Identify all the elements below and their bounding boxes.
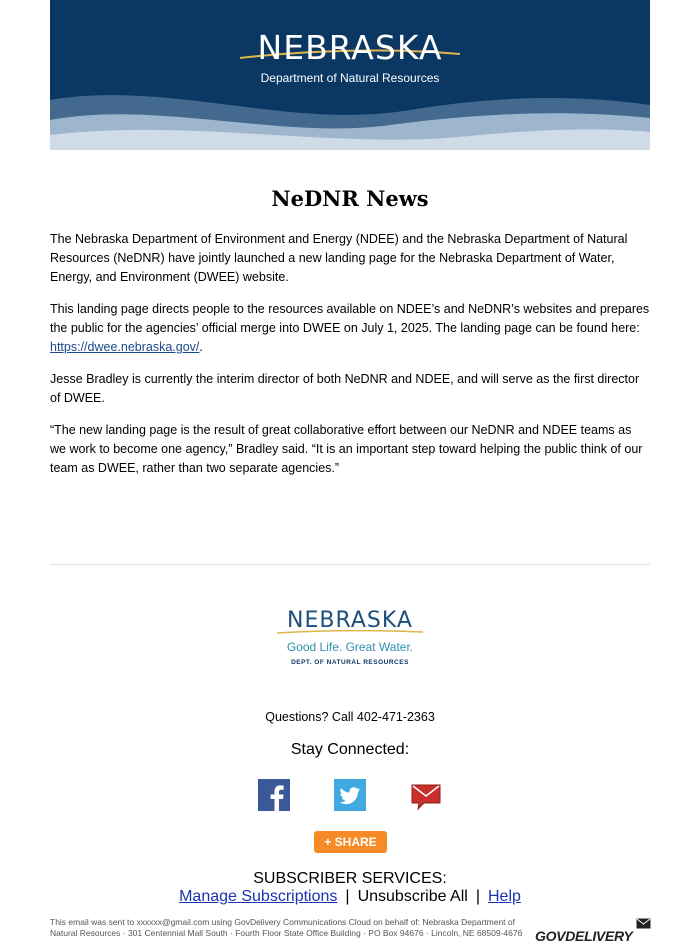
- divider: [50, 564, 650, 565]
- page-title: NeDNR News: [271, 186, 429, 211]
- subscriber-services-title: SUBSCRIBER SERVICES:: [253, 870, 447, 887]
- email-icon[interactable]: [410, 779, 442, 811]
- footer-logo-dept: DEPT. OF NATURAL RESOURCES: [291, 659, 409, 666]
- dwee-link[interactable]: https://dwee.nebraska.gov/: [50, 340, 200, 354]
- separator: |: [345, 888, 350, 905]
- header-subtitle: Department of Natural Resources: [260, 71, 440, 85]
- envelope-icon: [636, 918, 651, 929]
- manage-subscriptions-link[interactable]: Manage Subscriptions: [179, 888, 338, 905]
- twitter-icon[interactable]: [334, 779, 366, 811]
- header-title: NEBRASKA: [257, 28, 443, 67]
- subscriber-links: [0, 888, 700, 906]
- plus-icon: +: [324, 835, 332, 849]
- footer-logo-title: NEBRASKA: [287, 608, 413, 633]
- article-paragraph: The Nebraska Department of Environment and Energy (NDEE) and the Nebraska Department of Natural Resources (NeDNR) have jointly launched a new landing page for the Nebraska Department of Water, Energy, and Environment (DWEE) website.: [50, 232, 628, 284]
- paragraph-text: .: [199, 340, 203, 354]
- article-body: [50, 230, 650, 491]
- paragraph-text: This landing page directs people to the resources available on NDEE’s and NeDNR’s websites and prepares the public for the agencies’ official merge into DWEE on July 1, 2025. The landing page can be found here:: [50, 302, 650, 335]
- article-paragraph: Jesse Bradley is currently the interim director of both NeDNR and NDEE, and will serve as the first director of DWEE.: [50, 372, 640, 405]
- header-banner: [50, 0, 650, 150]
- questions-phone: Questions? Call 402-471-2363: [265, 710, 435, 724]
- footer-logo[interactable]: [260, 608, 440, 678]
- share-label: SHARE: [334, 835, 377, 849]
- legal-notice: This email was sent to xxxxxx@gmail.com using GovDelivery Communications Cloud on behalf of: Nebraska Department of Natural Resources · 301 Centennial Mall South · Fourth Floor State Office Building · PO Box 94676 · Lincoln, NE 68509-4676: [50, 917, 523, 938]
- help-link[interactable]: Help: [488, 888, 521, 905]
- article-paragraph: “The new landing page is the result of great collaborative effort between our NeDNR and NDEE teams as we work to become one agency,” Bradley said. “It is an important step toward helping the public think of our team as DWEE, rather than two separate agencies.”: [50, 423, 643, 475]
- article-paragraph: [50, 300, 650, 357]
- facebook-icon[interactable]: [258, 779, 290, 811]
- footer-logo-tagline: Good Life. Great Water.: [286, 640, 414, 654]
- govdelivery-logo[interactable]: GOVDELIVERY: [535, 928, 633, 944]
- stay-connected-label: Stay Connected:: [290, 741, 410, 758]
- separator: |: [475, 888, 480, 905]
- share-button[interactable]: [314, 831, 387, 853]
- unsubscribe-all-link[interactable]: Unsubscribe All: [357, 888, 468, 905]
